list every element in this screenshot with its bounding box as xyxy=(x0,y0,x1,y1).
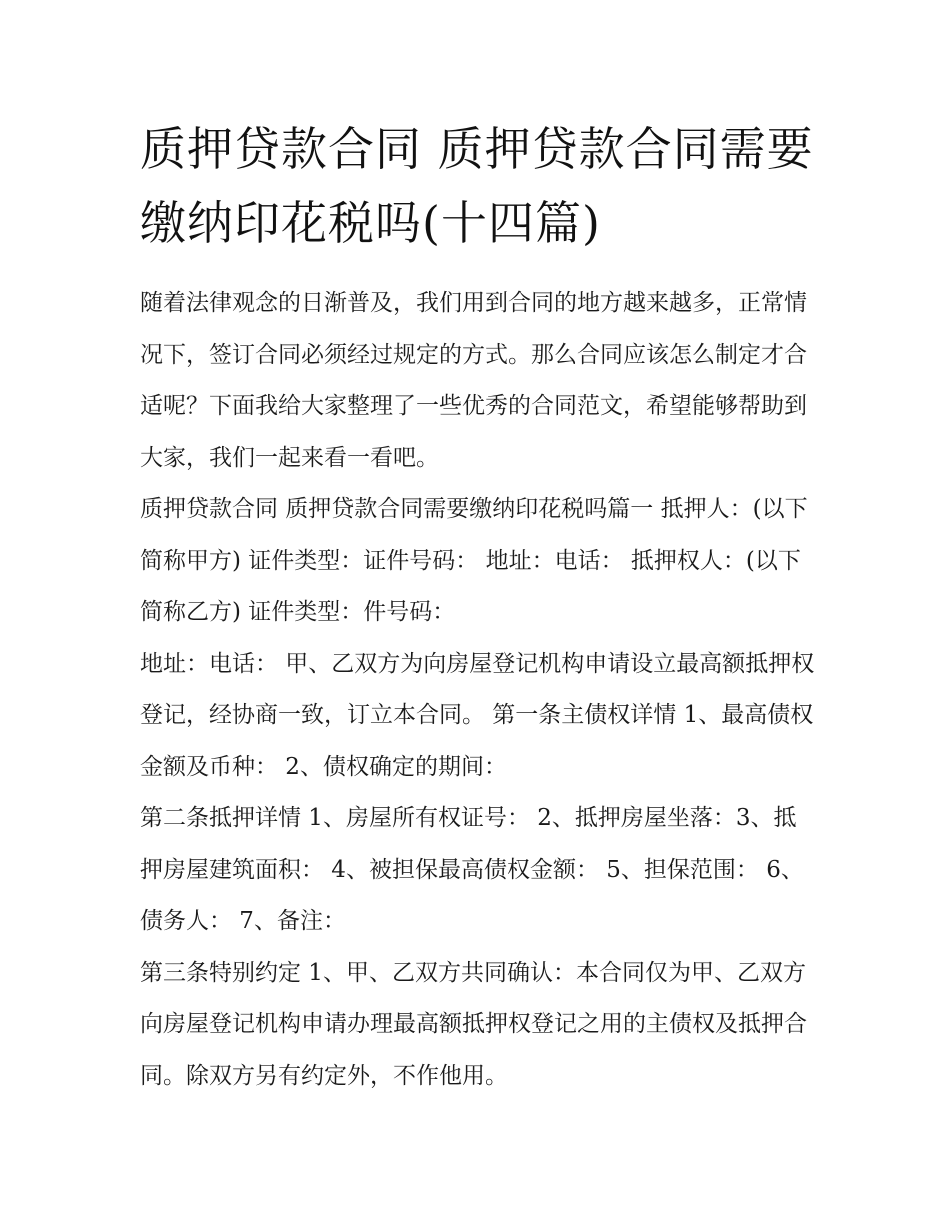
paragraph-article-2: 第二条抵押详情 1、房屋所有权证号： 2、抵押房屋坐落：3、抵押房屋建筑面积： 4、被担保最高债权金额： 5、担保范围： 6、债务人： 7、备注： xyxy=(140,805,804,934)
document-title: 质押贷款合同 质押贷款合同需要缴纳印花税吗(十四篇) xyxy=(140,122,814,250)
paragraph-intro: 随着法律观念的日渐普及，我们用到合同的地方越来越多，正常情况下，签订合同必须经过规定的方式。那么合同应该怎么制定才合适呢？下面我给大家整理了一些优秀的合同范文，希望能够帮助到大家，我们一起来看一看吧。 xyxy=(140,290,807,471)
document-body xyxy=(140,278,816,1102)
paragraph-article-1: 地址：电话： 甲、乙双方为向房屋登记机构申请设立最高额抵押权登记，经协商一致，订立本合同。 第一条主债权详情 1、最高债权金额及币种： 2、债权确定的期间： xyxy=(140,650,815,780)
paragraph-parties: 质押贷款合同 质押贷款合同需要缴纳印花税吗篇一 抵押人：(以下简称甲方) 证件类型：证件号码： 地址：电话： 抵押权人：(以下简称乙方) 证件类型：件号码： xyxy=(140,496,808,625)
paragraph-article-3: 第三条特别约定 1、甲、乙双方共同确认：本合同仅为甲、乙双方向房屋登记机构申请办理最高额抵押权登记之用的主债权及抵押合同。除双方另有约定外，不作他用。 xyxy=(140,959,807,1089)
